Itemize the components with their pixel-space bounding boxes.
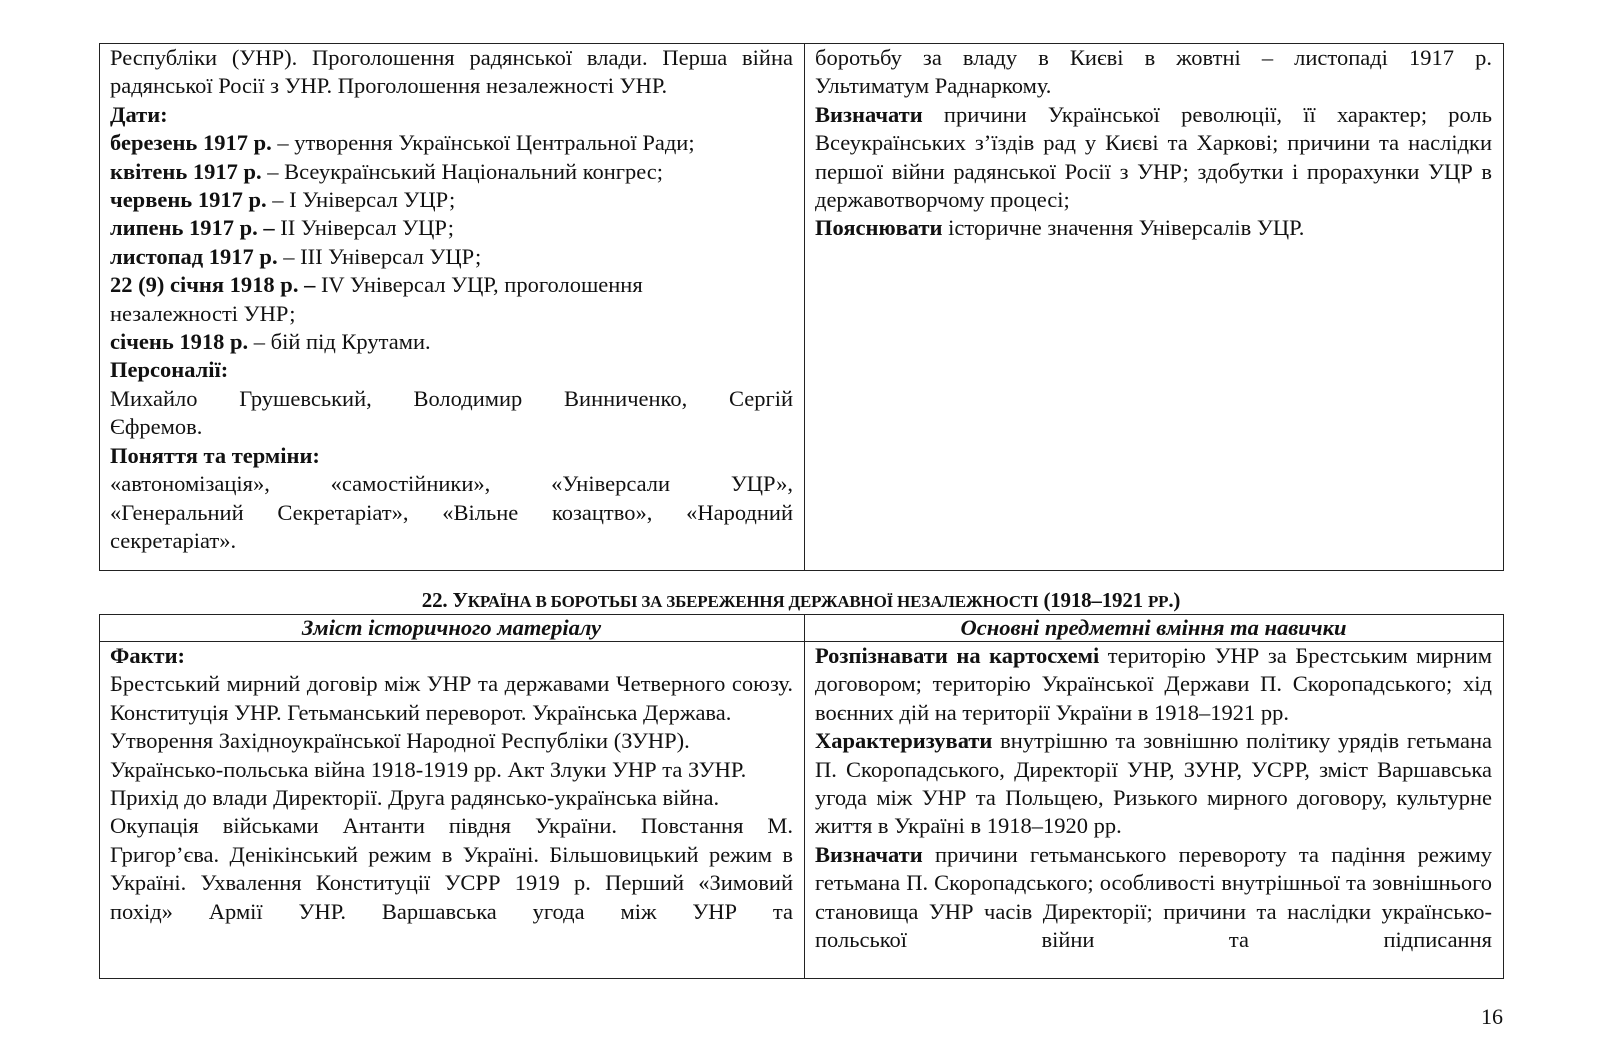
dates-heading: Дати: <box>110 101 168 127</box>
terms-text: «автономізація», «самостійники», «Універсали УЦР», <box>110 471 793 497</box>
intro-text: Республіки (УНР). Проголошення радянської влади. Перша війна <box>110 45 793 70</box>
characterize-paragraph: Характеризувати внутрішню та зовнішню політику урядів гетьмана П. Скоропадського, Директорії УНР, ЗУНР, УСРР, зміст Варшавська угода між УНР та Польщею, Ризького мирного договору, культурне життя в Україні в 1918–1920 рр. <box>815 728 1492 839</box>
date-item: листопад 1917 р. – ІІІ Універсал УЦР; <box>110 243 482 269</box>
persons-text: Михайло Грушевський, Володимир Винниченко, Сергій <box>110 385 793 411</box>
column-header-skills: Основні предметні вміння та навички <box>805 615 1504 642</box>
define-paragraph: Визначати причини гетьманського перевороту та падіння режиму гетьмана П. Скоропадського; особливості внутрішньої та зовнішнього становища УНР часів Директорії; причини та наслідки українсько-польської війни та підписання <box>815 841 1492 953</box>
table-row <box>100 44 1504 571</box>
facts-paragraph: Прихід до влади Директорії. Друга радянсько-українська війна. <box>110 785 720 811</box>
date-item: січень 1918 р. – бій під Крутами. <box>110 329 431 355</box>
persons-text: Єфремов. <box>110 414 203 440</box>
section-title: 22. УКРАЇНА В БОРОТЬБІ ЗА ЗБЕРЕЖЕННЯ ДЕРЖАВНОЇ НЕЗАЛЕЖНОСТІ (1918–1921 РР.) <box>421 588 1181 612</box>
column-header-content: Зміст історичного матеріалу <box>100 615 805 642</box>
topic-21-table-continuation <box>99 43 1504 571</box>
facts-paragraph: Брестський мирний договір між УНР та державами Четверного союзу. Конституція УНР. Гетьманський переворот. Українська Держава. <box>110 671 793 725</box>
map-skill-paragraph: Розпізнавати на картосхемі територію УНР за Брестським мирним договором; територію Української Держави П. Скоропадського; хід воєнних дій на території України в 1918–1921 рр. <box>815 643 1492 725</box>
terms-text: секретаріат». <box>110 527 237 553</box>
date-item: незалежності УНР; <box>110 300 296 326</box>
skills-text: Ультиматум Раднаркому. <box>815 73 1052 99</box>
facts-paragraph: Українсько-польська війна 1918-1919 рр. Акт Злуки УНР та ЗУНР. <box>110 756 747 782</box>
date-item: березень 1917 р. – утворення Української Центральної Ради; <box>110 130 695 156</box>
facts-paragraph: Окупація військами Антанти півдня України. Повстання М. Григор’єва. Денікінський режим в Україні. Більшовицький режим в Україні. Ухвалення Конституції УСРР 1919 р. Перший «Зимовий похід» Армії УНР. Варшавська угода між УНР та <box>110 813 793 924</box>
historical-content-cell <box>100 642 805 979</box>
table-row <box>100 642 1504 979</box>
topic-22-table <box>99 614 1504 979</box>
skills-cell <box>805 642 1504 979</box>
facts-heading: Факти: <box>110 643 186 668</box>
persons-heading: Персоналії: <box>110 357 229 383</box>
date-item: квітень 1917 р. – Всеукраїнський Національний конгрес; <box>110 158 664 184</box>
explain-paragraph: Пояснювати історичне значення Універсалів УЦР. <box>815 215 1305 241</box>
table-header-row <box>100 615 1504 642</box>
facts-paragraph: Утворення Західноукраїнської Народної Республіки (ЗУНР). <box>110 728 690 754</box>
date-item: 22 (9) січня 1918 р. – IV Універсал УЦР, проголошення <box>110 272 643 298</box>
date-item: червень 1917 р. – І Універсал УЦР; <box>110 187 456 213</box>
date-item: липень 1917 р. – ІІ Універсал УЦР; <box>110 215 454 241</box>
page-number: 16 <box>1481 1004 1503 1029</box>
terms-text: «Генеральний Секретаріат», «Вільне козацтво», «Народний <box>110 499 793 525</box>
skills-cell <box>805 44 1504 571</box>
historical-content-cell <box>100 44 805 571</box>
skills-text: боротьбу за владу в Києві в жовтні – листопаді 1917 р. <box>815 45 1492 70</box>
define-paragraph: Визначати причини Української революції, її характер; роль Всеукраїнських з’їздів рад у Києві та Харкові; причини та наслідки першої війни радянської Росії з УНР; здобутки і прорахунки УЦР в державотворчому процесі; <box>815 101 1492 213</box>
intro-text: радянської Росії з УНР. Проголошення незалежності УНР. <box>110 73 668 99</box>
terms-heading: Поняття та терміни: <box>110 442 320 468</box>
